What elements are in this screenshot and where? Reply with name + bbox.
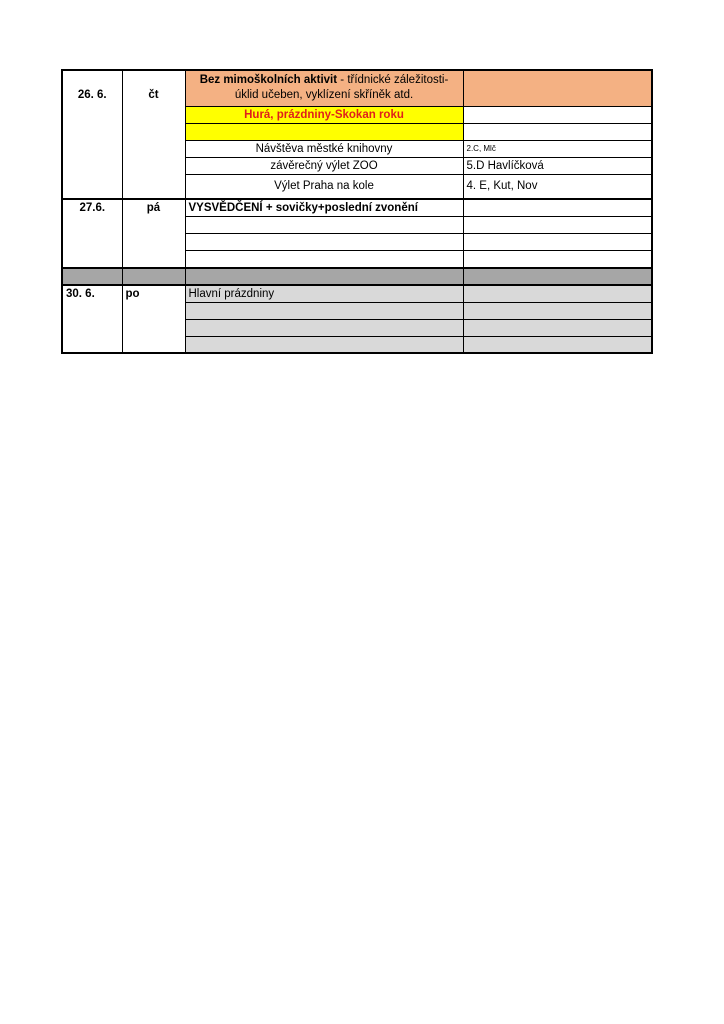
separator-cell bbox=[122, 268, 185, 285]
separator-cell bbox=[463, 268, 652, 285]
note-cell bbox=[463, 70, 652, 106]
activity-cell: závěrečný výlet ZOO bbox=[185, 157, 463, 174]
weekday-cell: po bbox=[122, 285, 185, 353]
activity-cell: VYSVĚDČENÍ + sovičky+poslední zvonění bbox=[185, 199, 463, 216]
activity-cell bbox=[185, 319, 463, 336]
activity-cell bbox=[185, 70, 463, 106]
activity-cell: Návštěva městké knihovny bbox=[185, 140, 463, 157]
note-cell bbox=[463, 106, 652, 123]
note-cell bbox=[463, 302, 652, 319]
note-cell: 2.C, Mlč bbox=[463, 140, 652, 157]
note-cell bbox=[463, 199, 652, 216]
date-cell: 30. 6. bbox=[62, 285, 122, 353]
activity-cell: Hlavní prázdniny bbox=[185, 285, 463, 302]
activity-cell bbox=[185, 250, 463, 268]
note-cell bbox=[463, 336, 652, 353]
weekday-cell: čt bbox=[122, 70, 185, 199]
activity-cell bbox=[185, 123, 463, 140]
schedule-table bbox=[61, 69, 653, 354]
note-cell bbox=[463, 250, 652, 268]
activity-bold-text: Bez mimoškolních aktivit bbox=[199, 74, 338, 87]
note-cell: 4. E, Kut, Nov bbox=[463, 174, 652, 199]
activity-text: - třídnické záležitosti- úklid učeben, vyklízení skříněk atd. bbox=[234, 74, 449, 102]
separator-cell bbox=[62, 268, 122, 285]
table-row bbox=[62, 199, 652, 216]
activity-cell bbox=[185, 233, 463, 250]
date-cell: 27.6. bbox=[62, 199, 122, 268]
note-cell bbox=[463, 216, 652, 233]
note-cell bbox=[463, 123, 652, 140]
separator-cell bbox=[185, 268, 463, 285]
note-cell: 5.D Havlíčková bbox=[463, 157, 652, 174]
weekday-cell: pá bbox=[122, 199, 185, 268]
note-cell bbox=[463, 285, 652, 302]
activity-cell bbox=[185, 216, 463, 233]
table-row bbox=[62, 285, 652, 302]
activity-cell: Výlet Praha na kole bbox=[185, 174, 463, 199]
activity-cell bbox=[185, 336, 463, 353]
separator-row bbox=[62, 268, 652, 285]
activity-cell bbox=[185, 302, 463, 319]
note-cell bbox=[463, 319, 652, 336]
activity-cell: Hurá, prázdniny-Skokan roku bbox=[185, 106, 463, 123]
note-cell bbox=[463, 233, 652, 250]
table-row bbox=[62, 70, 652, 106]
date-cell: 26. 6. bbox=[62, 70, 122, 199]
